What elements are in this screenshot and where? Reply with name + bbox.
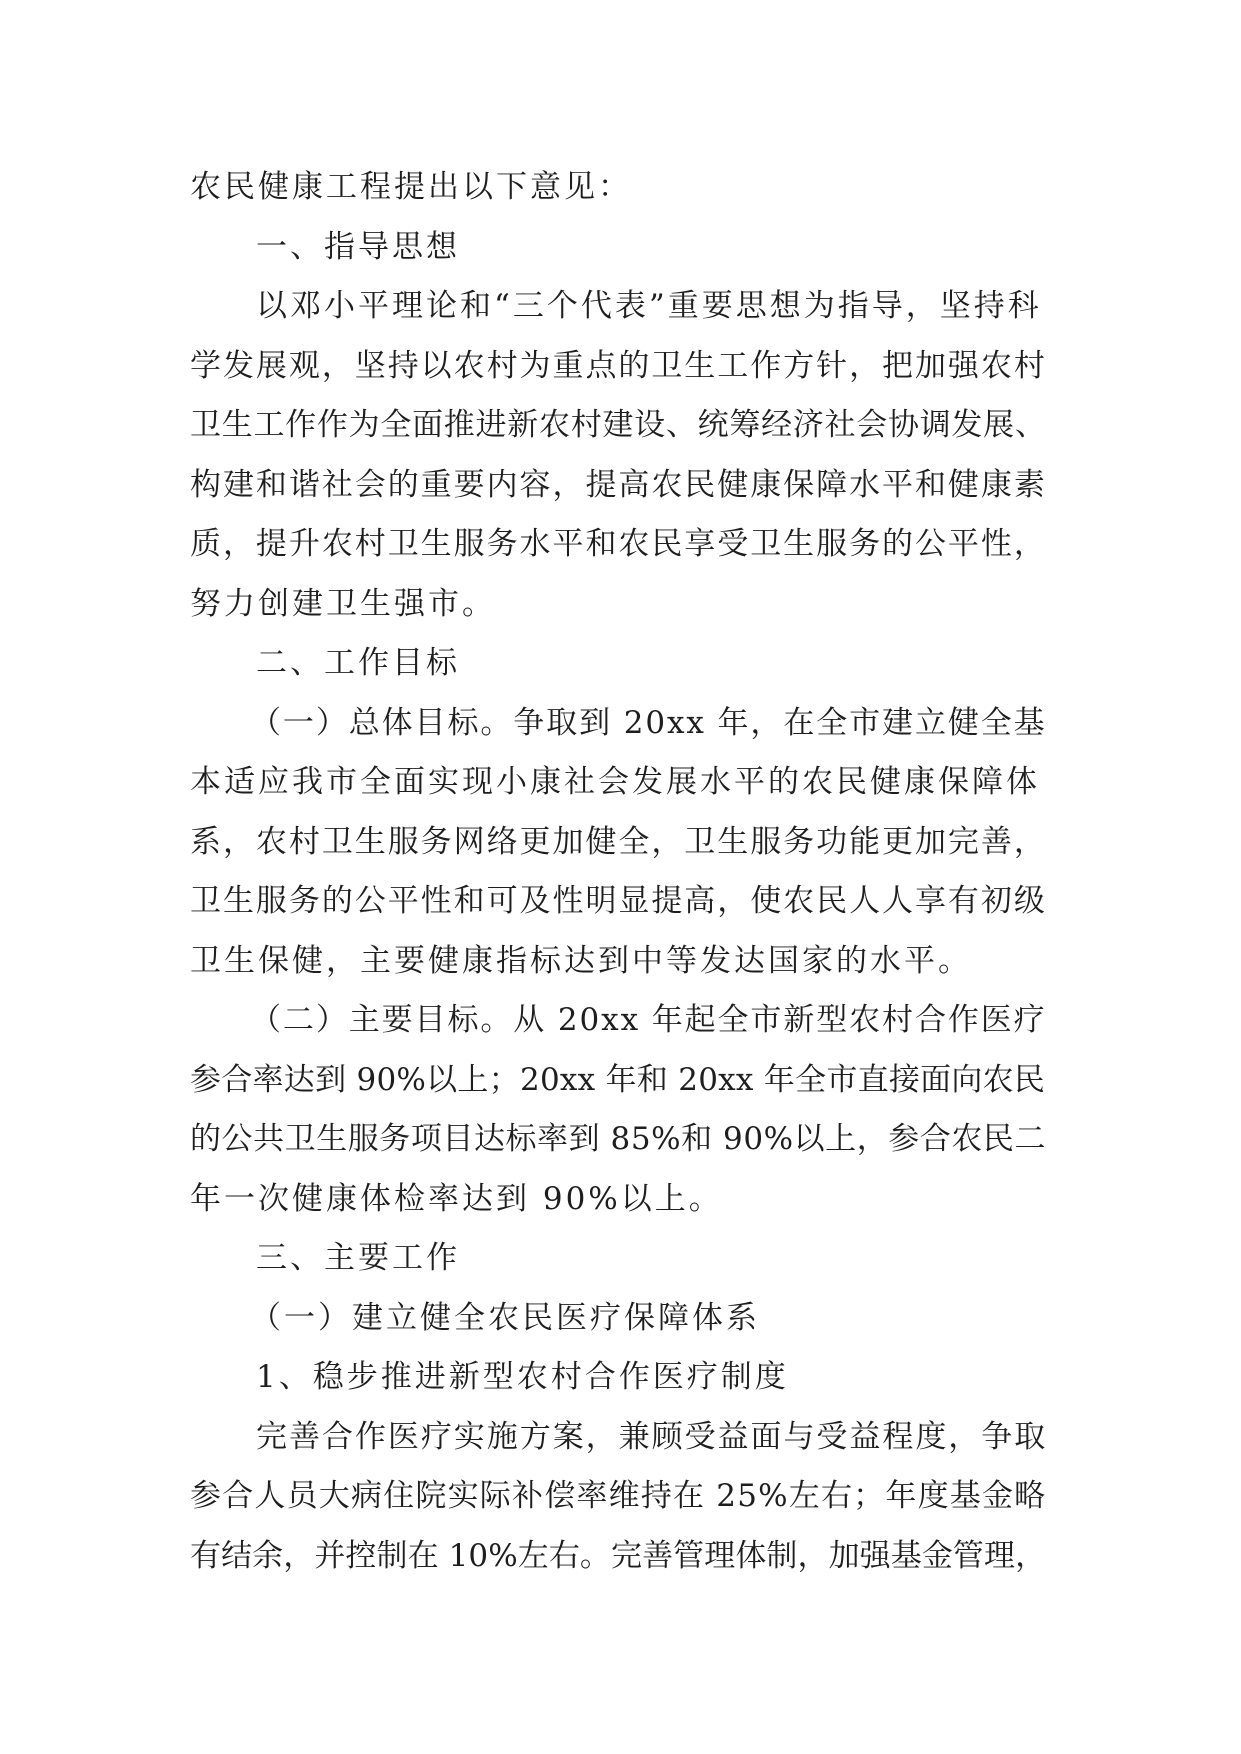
section-heading-main-work: 三、主要工作 <box>256 1240 460 1276</box>
section-heading-work-goals: 二、工作目标 <box>256 645 460 681</box>
text-line: 有结余，并控制在 10%左右。完善管理体制，加强基金管理， <box>190 1537 1047 1574</box>
subsection-main-goal: （二）主要目标。从 20xx 年起全市新型农村合作医疗 <box>250 1002 1047 1038</box>
text-line: 以邓小平理论和“三个代表”重要思想为指导，坚持科 <box>256 288 1042 324</box>
text-line: 努力创建卫生强市。 <box>190 585 496 622</box>
text-line: 本适应我市全面实现小康社会发展水平的农民健康保障体 <box>190 764 1040 800</box>
text-line: 的公共卫生服务项目达标率到 85%和 90%以上，参合农民二 <box>190 1121 1046 1157</box>
text-line: 学发展观，坚持以农村为重点的卫生工作方针，把加强农村 <box>190 347 1047 384</box>
text-line: 年一次健康体检率达到 90%以上。 <box>190 1180 723 1217</box>
text-line: 质，提升农村卫生服务水平和农民享受卫生服务的公平性， <box>190 526 1047 562</box>
subsection-overall-goal: （一）总体目标。争取到 20xx 年，在全市建立健全基 <box>250 704 1047 741</box>
text-line: 卫生服务的公平性和可及性明显提高，使农民人人享有初级 <box>190 883 1047 919</box>
text-line: 参合率达到 90%以上；20xx 年和 20xx 年全市直接面向农民 <box>190 1061 1046 1098</box>
text-line: 系，农村卫生服务网络更加健全，卫生服务功能更加完善， <box>190 823 1047 860</box>
text-line: 完善合作医疗实施方案，兼顾受益面与受益程度，争取 <box>256 1418 1048 1455</box>
text-line: 参合人员大病住院实际补偿率维持在 25%左右；年度基金略 <box>190 1478 1047 1514</box>
item-heading-cooperative-medical: 1、稳步推进新型农村合作医疗制度 <box>256 1359 789 1395</box>
text-line: 构建和谐社会的重要内容，提高农民健康保障水平和健康素 <box>190 466 1047 503</box>
document-body <box>190 158 1052 1586</box>
subsection-medical-security: （一）建立健全农民医疗保障体系 <box>250 1299 760 1336</box>
text-line: 卫生保健，主要健康指标达到中等发达国家的水平。 <box>190 942 972 979</box>
text-line: 卫生工作作为全面推进新农村建设、统筹经济社会协调发展、 <box>190 407 1047 443</box>
text-line: 农民健康工程提出以下意见： <box>190 169 632 205</box>
section-heading-guiding-ideology: 一、指导思想 <box>256 228 460 265</box>
